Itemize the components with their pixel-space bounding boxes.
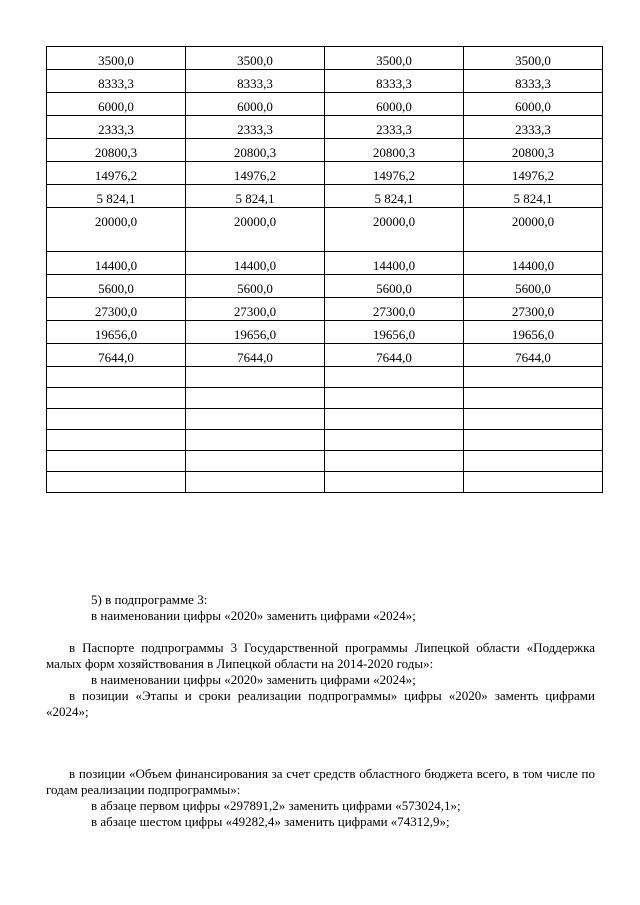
table-cell: 3500,0: [47, 47, 186, 70]
table-cell: 7644,0: [47, 344, 186, 367]
table-row: [47, 93, 603, 116]
table-cell: 3500,0: [325, 47, 464, 70]
table-cell-empty: [325, 472, 464, 493]
paragraph-first-abzac: в абзаце первом цифры «297891,2» заменить цифрами «573024,1»;: [91, 798, 461, 813]
table-row: [47, 344, 603, 367]
table-cell: 8333,3: [47, 70, 186, 93]
paragraph-passport: в Паспорте подпрограммы 3 Государственной программы Липецкой области «Поддержка малых форм хозяйствования в Липецкой области на 2014-2020 годы»:: [46, 640, 595, 671]
table-cell-empty: [464, 472, 603, 493]
table-row-empty: [47, 367, 603, 388]
table-cell: 20800,3: [47, 139, 186, 162]
table-cell: 14400,0: [47, 252, 186, 275]
table-cell: 20800,3: [186, 139, 325, 162]
table-cell: 27300,0: [464, 298, 603, 321]
table-cell-empty: [47, 388, 186, 409]
table-cell: 27300,0: [47, 298, 186, 321]
table-cell: 20000,0: [464, 208, 603, 252]
table-cell-empty: [464, 367, 603, 388]
table-cell-empty: [325, 388, 464, 409]
table-cell: 14400,0: [464, 252, 603, 275]
table-cell: 3500,0: [186, 47, 325, 70]
table-cell-empty: [325, 451, 464, 472]
table-cell: 2333,3: [464, 116, 603, 139]
amendment-block-subprogram: [68, 592, 595, 624]
table-cell-empty: [186, 472, 325, 493]
paragraph-stages: в позиции «Этапы и сроки реализации подпрограммы» цифры «2020» заменть цифрами «2024»;: [46, 688, 595, 719]
table-cell-empty: [47, 472, 186, 493]
table-cell: 14400,0: [186, 252, 325, 275]
table-row: [47, 47, 603, 70]
table-cell: 20000,0: [47, 208, 186, 252]
table-cell: 27300,0: [186, 298, 325, 321]
table-cell: 5 824,1: [47, 185, 186, 208]
table-cell: 6000,0: [464, 93, 603, 116]
table-row-empty: [47, 388, 603, 409]
table-cell: 19656,0: [47, 321, 186, 344]
table-cell-empty: [186, 367, 325, 388]
table-row: [47, 116, 603, 139]
table-cell: 5 824,1: [464, 185, 603, 208]
table-cell-empty: [186, 451, 325, 472]
table-row: [47, 139, 603, 162]
table-cell-empty: [325, 430, 464, 451]
table-cell-empty: [186, 388, 325, 409]
table-cell: 5600,0: [47, 275, 186, 298]
paragraph-subprogram-heading: 5) в подпрограмме 3:: [91, 592, 208, 607]
table-cell-empty: [325, 409, 464, 430]
paragraph-passport-name: в наименовании цифры «2020» заменить цифрами «2024»;: [91, 672, 416, 687]
table-cell: 8333,3: [325, 70, 464, 93]
table-cell-empty: [464, 430, 603, 451]
table-cell-empty: [186, 430, 325, 451]
table-row: [47, 162, 603, 185]
table-row: [47, 321, 603, 344]
table-cell: 8333,3: [464, 70, 603, 93]
table-cell: 2333,3: [47, 116, 186, 139]
table-cell: 27300,0: [325, 298, 464, 321]
table-row: [47, 298, 603, 321]
table-cell-empty: [464, 409, 603, 430]
table-cell: 14976,2: [325, 162, 464, 185]
table-row: [47, 185, 603, 208]
table-cell: 5 824,1: [325, 185, 464, 208]
table-cell-empty: [325, 367, 464, 388]
paragraph-sixth-abzac: в абзаце шестом цифры «49282,4» заменить цифрами «74312,9»;: [91, 814, 450, 829]
table-cell-empty: [47, 451, 186, 472]
paragraph-financing: в позиции «Объем финансирования за счет средств областного бюджета всего, в том числе по годам реализации подпрограммы»:: [46, 766, 595, 797]
table-cell: 5600,0: [464, 275, 603, 298]
table-cell: 6000,0: [186, 93, 325, 116]
table-cell: 19656,0: [464, 321, 603, 344]
table-cell-empty: [186, 409, 325, 430]
table-cell: 14400,0: [325, 252, 464, 275]
table-cell: 3500,0: [464, 47, 603, 70]
table-cell-empty: [47, 430, 186, 451]
table-cell: 19656,0: [325, 321, 464, 344]
table-cell: 14976,2: [186, 162, 325, 185]
table-cell: 2333,3: [186, 116, 325, 139]
table-cell-empty: [464, 451, 603, 472]
table-cell: 7644,0: [186, 344, 325, 367]
table-row-empty: [47, 430, 603, 451]
financing-table: [46, 46, 603, 493]
table-cell: 8333,3: [186, 70, 325, 93]
table-cell: 2333,3: [325, 116, 464, 139]
table-row: [47, 70, 603, 93]
table-cell: 5 824,1: [186, 185, 325, 208]
table-cell: 20800,3: [325, 139, 464, 162]
table-row: [47, 252, 603, 275]
table-cell: 7644,0: [464, 344, 603, 367]
table-cell-empty: [47, 367, 186, 388]
table-row: [47, 275, 603, 298]
amendment-block-passport: [46, 640, 595, 720]
amendment-block-financing: [46, 766, 595, 830]
table-cell: 20000,0: [325, 208, 464, 252]
table-cell: 5600,0: [186, 275, 325, 298]
table-row-empty: [47, 409, 603, 430]
paragraph-name-change: в наименовании цифры «2020» заменить цифрами «2024»;: [91, 608, 416, 623]
table-cell: 20800,3: [464, 139, 603, 162]
table-cell: 5600,0: [325, 275, 464, 298]
table-cell-empty: [464, 388, 603, 409]
table-cell-empty: [47, 409, 186, 430]
table-cell: 14976,2: [464, 162, 603, 185]
table-row-empty: [47, 451, 603, 472]
table-cell: 7644,0: [325, 344, 464, 367]
table-cell: 6000,0: [47, 93, 186, 116]
table-cell: 19656,0: [186, 321, 325, 344]
table-cell: 14976,2: [47, 162, 186, 185]
table-cell: 6000,0: [325, 93, 464, 116]
table-cell: 20000,0: [186, 208, 325, 252]
table-row-empty: [47, 472, 603, 493]
table-row: [47, 208, 603, 252]
